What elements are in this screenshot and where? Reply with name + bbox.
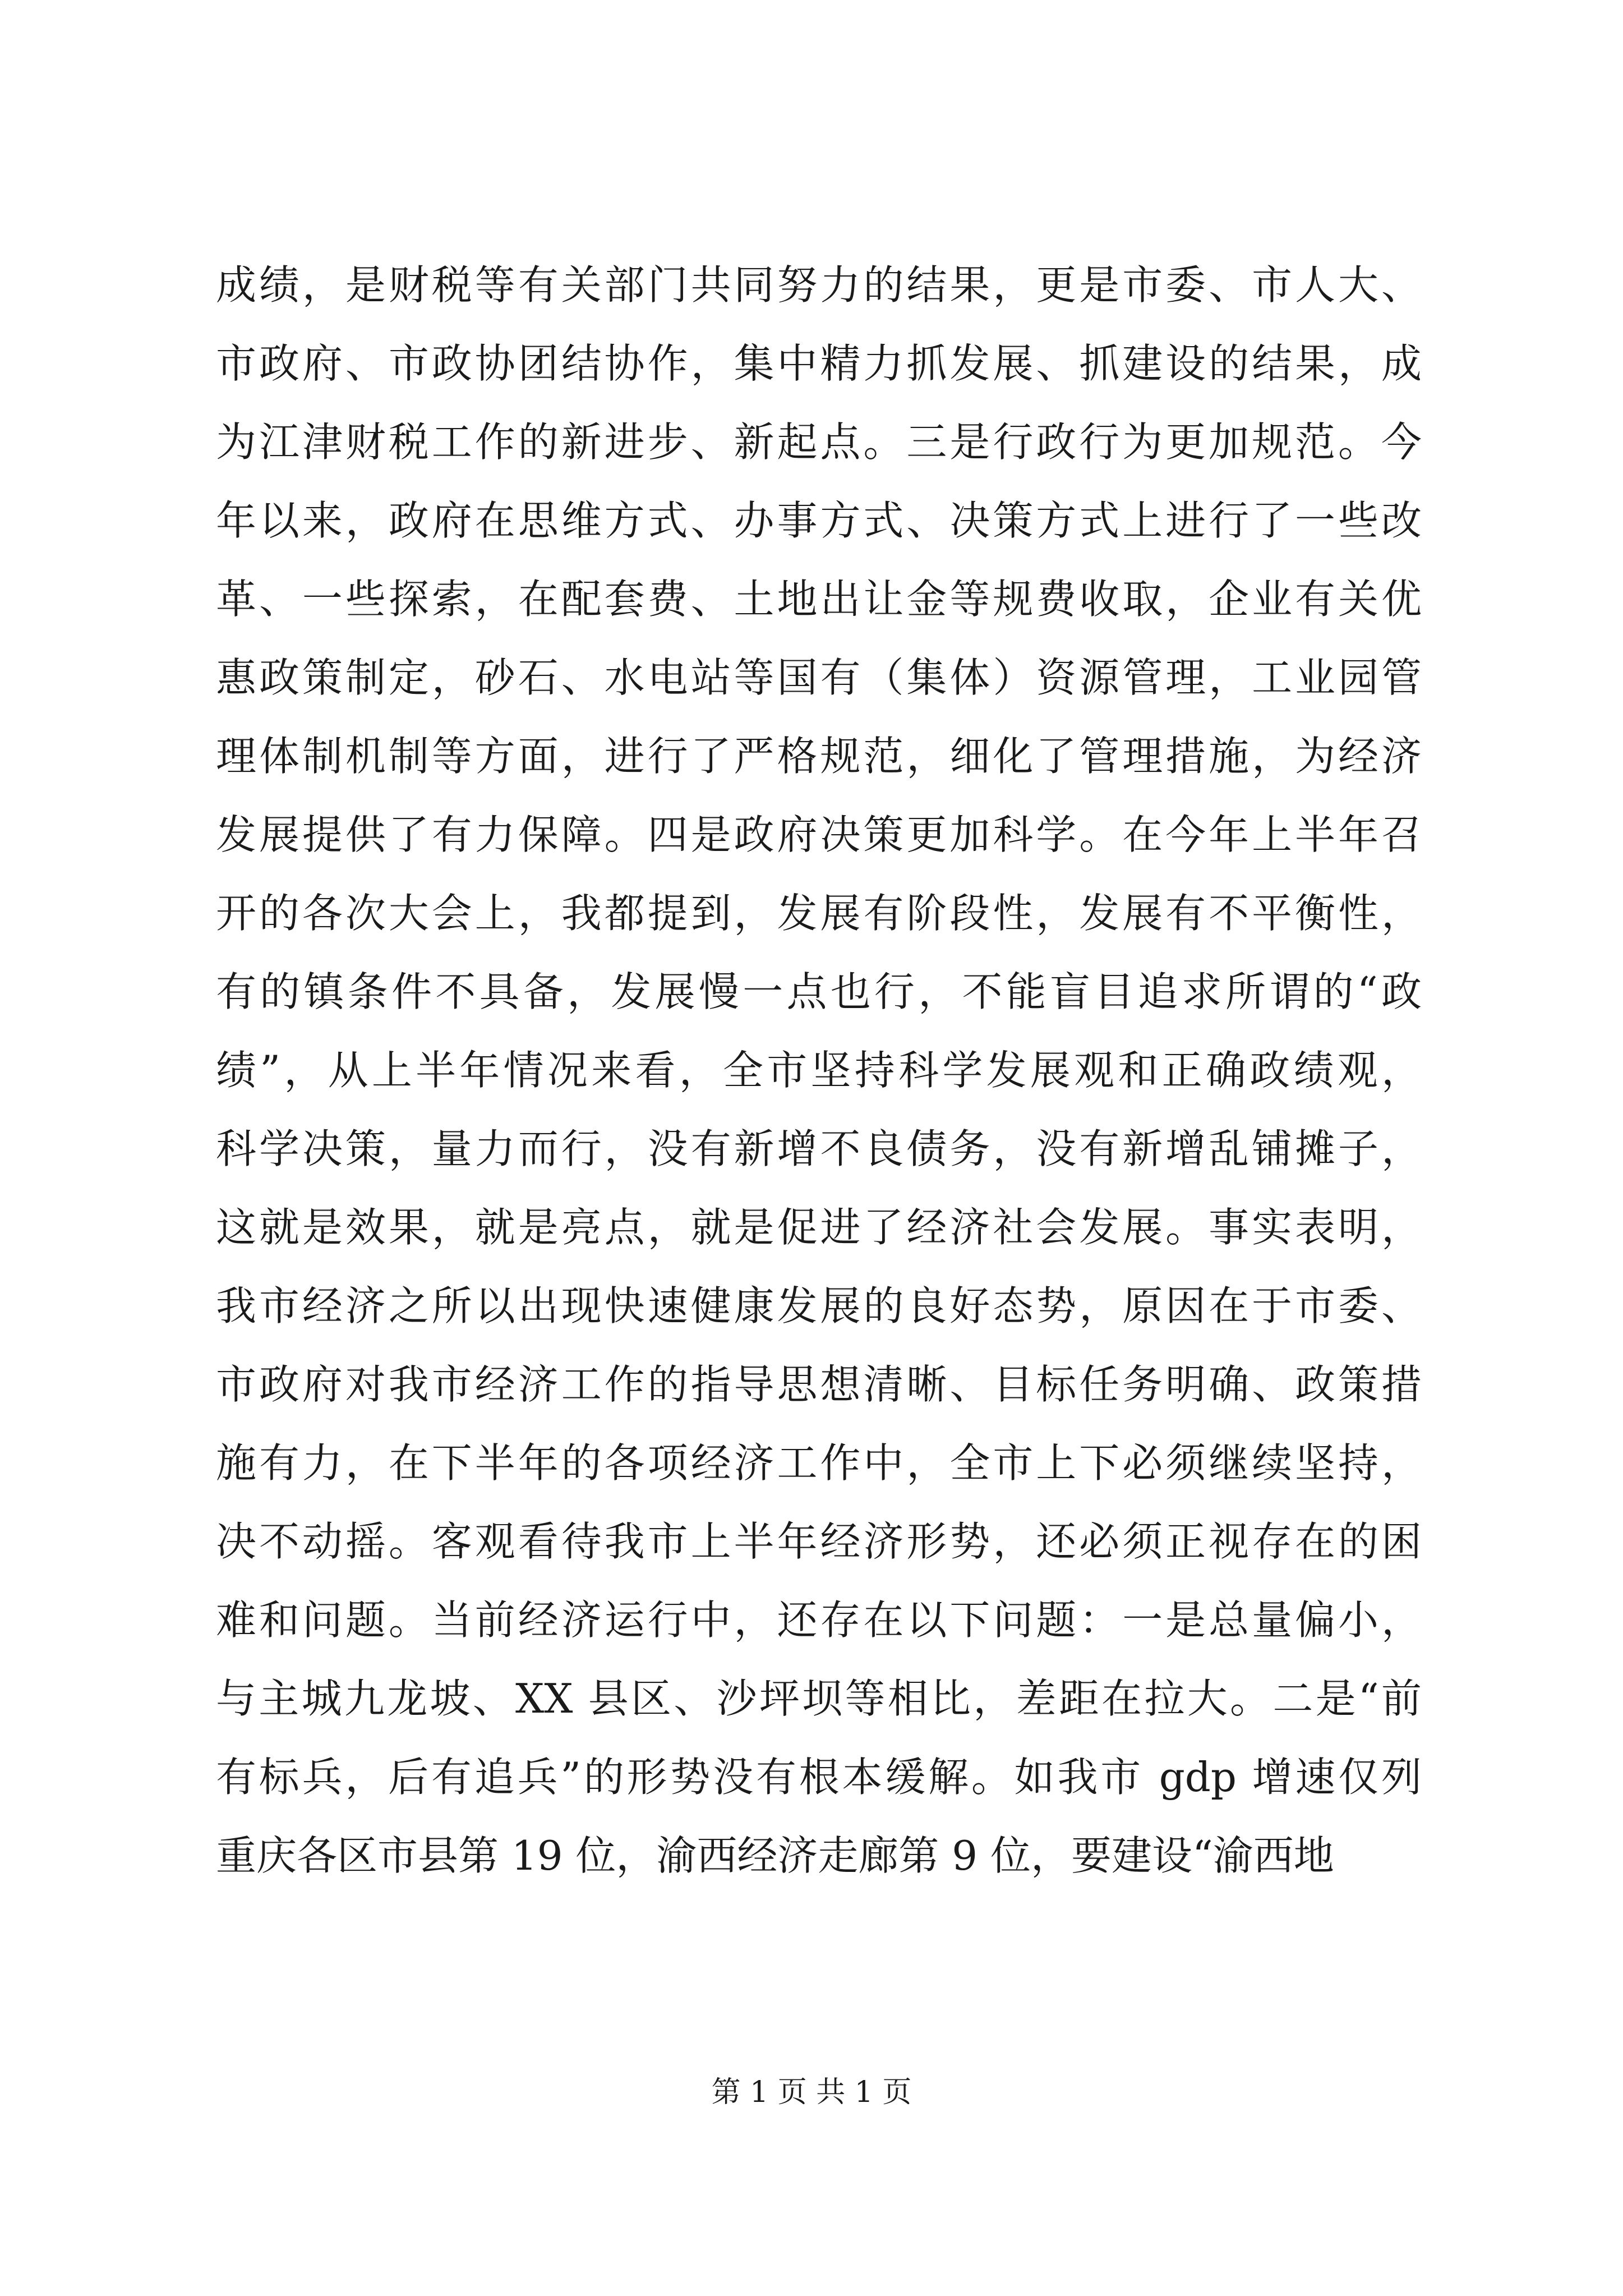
text-line: 决不动摇。客观看待我市上半年经济形势，还必须正视存在的困: [216, 1518, 1422, 1565]
text-line: 科学决策，量力而行，没有新增不良债务，没有新增乱铺摊子，: [216, 1125, 1422, 1172]
body-text: [216, 246, 1422, 1895]
text-line: 绩”，从上半年情况来看，全市坚持科学发展观和正确政绩观，: [216, 1047, 1422, 1094]
text-line: 市政府对我市经济工作的指导思想清晰、目标任务明确、政策措: [216, 1361, 1422, 1408]
text-line: 年以来，政府在思维方式、办事方式、决策方式上进行了一些改: [216, 497, 1422, 544]
text-line: 惠政策制定，砂石、水电站等国有（集体）资源管理，工业园管: [216, 654, 1422, 701]
page-footer: 第 1 页 共 1 页: [711, 2076, 912, 2109]
text-line: 为江津财税工作的新进步、新起点。三是行政行为更加规范。今: [216, 418, 1422, 466]
text-line: 有的镇条件不具备，发展慢一点也行，不能盲目追求所谓的“政: [216, 968, 1422, 1015]
text-line: 与主城九龙坡、XX 县区、沙坪坝等相比，差距在拉大。二是“前: [216, 1675, 1422, 1722]
text-line: 施有力，在下半年的各项经济工作中，全市上下必须继续坚持，: [216, 1439, 1422, 1487]
text-line: 理体制机制等方面，进行了严格规范，细化了管理措施，为经济: [216, 733, 1422, 780]
text-line: 革、一些探索，在配套费、土地出让金等规费收取，企业有关优: [216, 576, 1422, 623]
text-line: 难和问题。当前经济运行中，还存在以下问题：一是总量偏小，: [216, 1596, 1422, 1644]
text-line: 发展提供了有力保障。四是政府决策更加科学。在今年上半年召: [216, 811, 1422, 858]
text-line: 我市经济之所以出现快速健康发展的良好态势，原因在于市委、: [216, 1282, 1422, 1329]
text-line: 重庆各区市县第 19 位，渝西经济走廊第 9 位，要建设“渝西地: [216, 1832, 1334, 1879]
text-line: 成绩，是财税等有关部门共同努力的结果，更是市委、市人大、: [216, 261, 1422, 309]
text-line: 市政府、市政协团结协作，集中精力抓发展、抓建设的结果，成: [216, 340, 1422, 387]
text-line: 这就是效果，就是亮点，就是促进了经济社会发展。事实表明，: [216, 1204, 1422, 1251]
text-line: 有标兵，后有追兵”的形势没有根本缓解。如我市 gdp 增速仅列: [216, 1754, 1422, 1801]
text-line: 开的各次大会上，我都提到，发展有阶段性，发展有不平衡性，: [216, 890, 1422, 937]
